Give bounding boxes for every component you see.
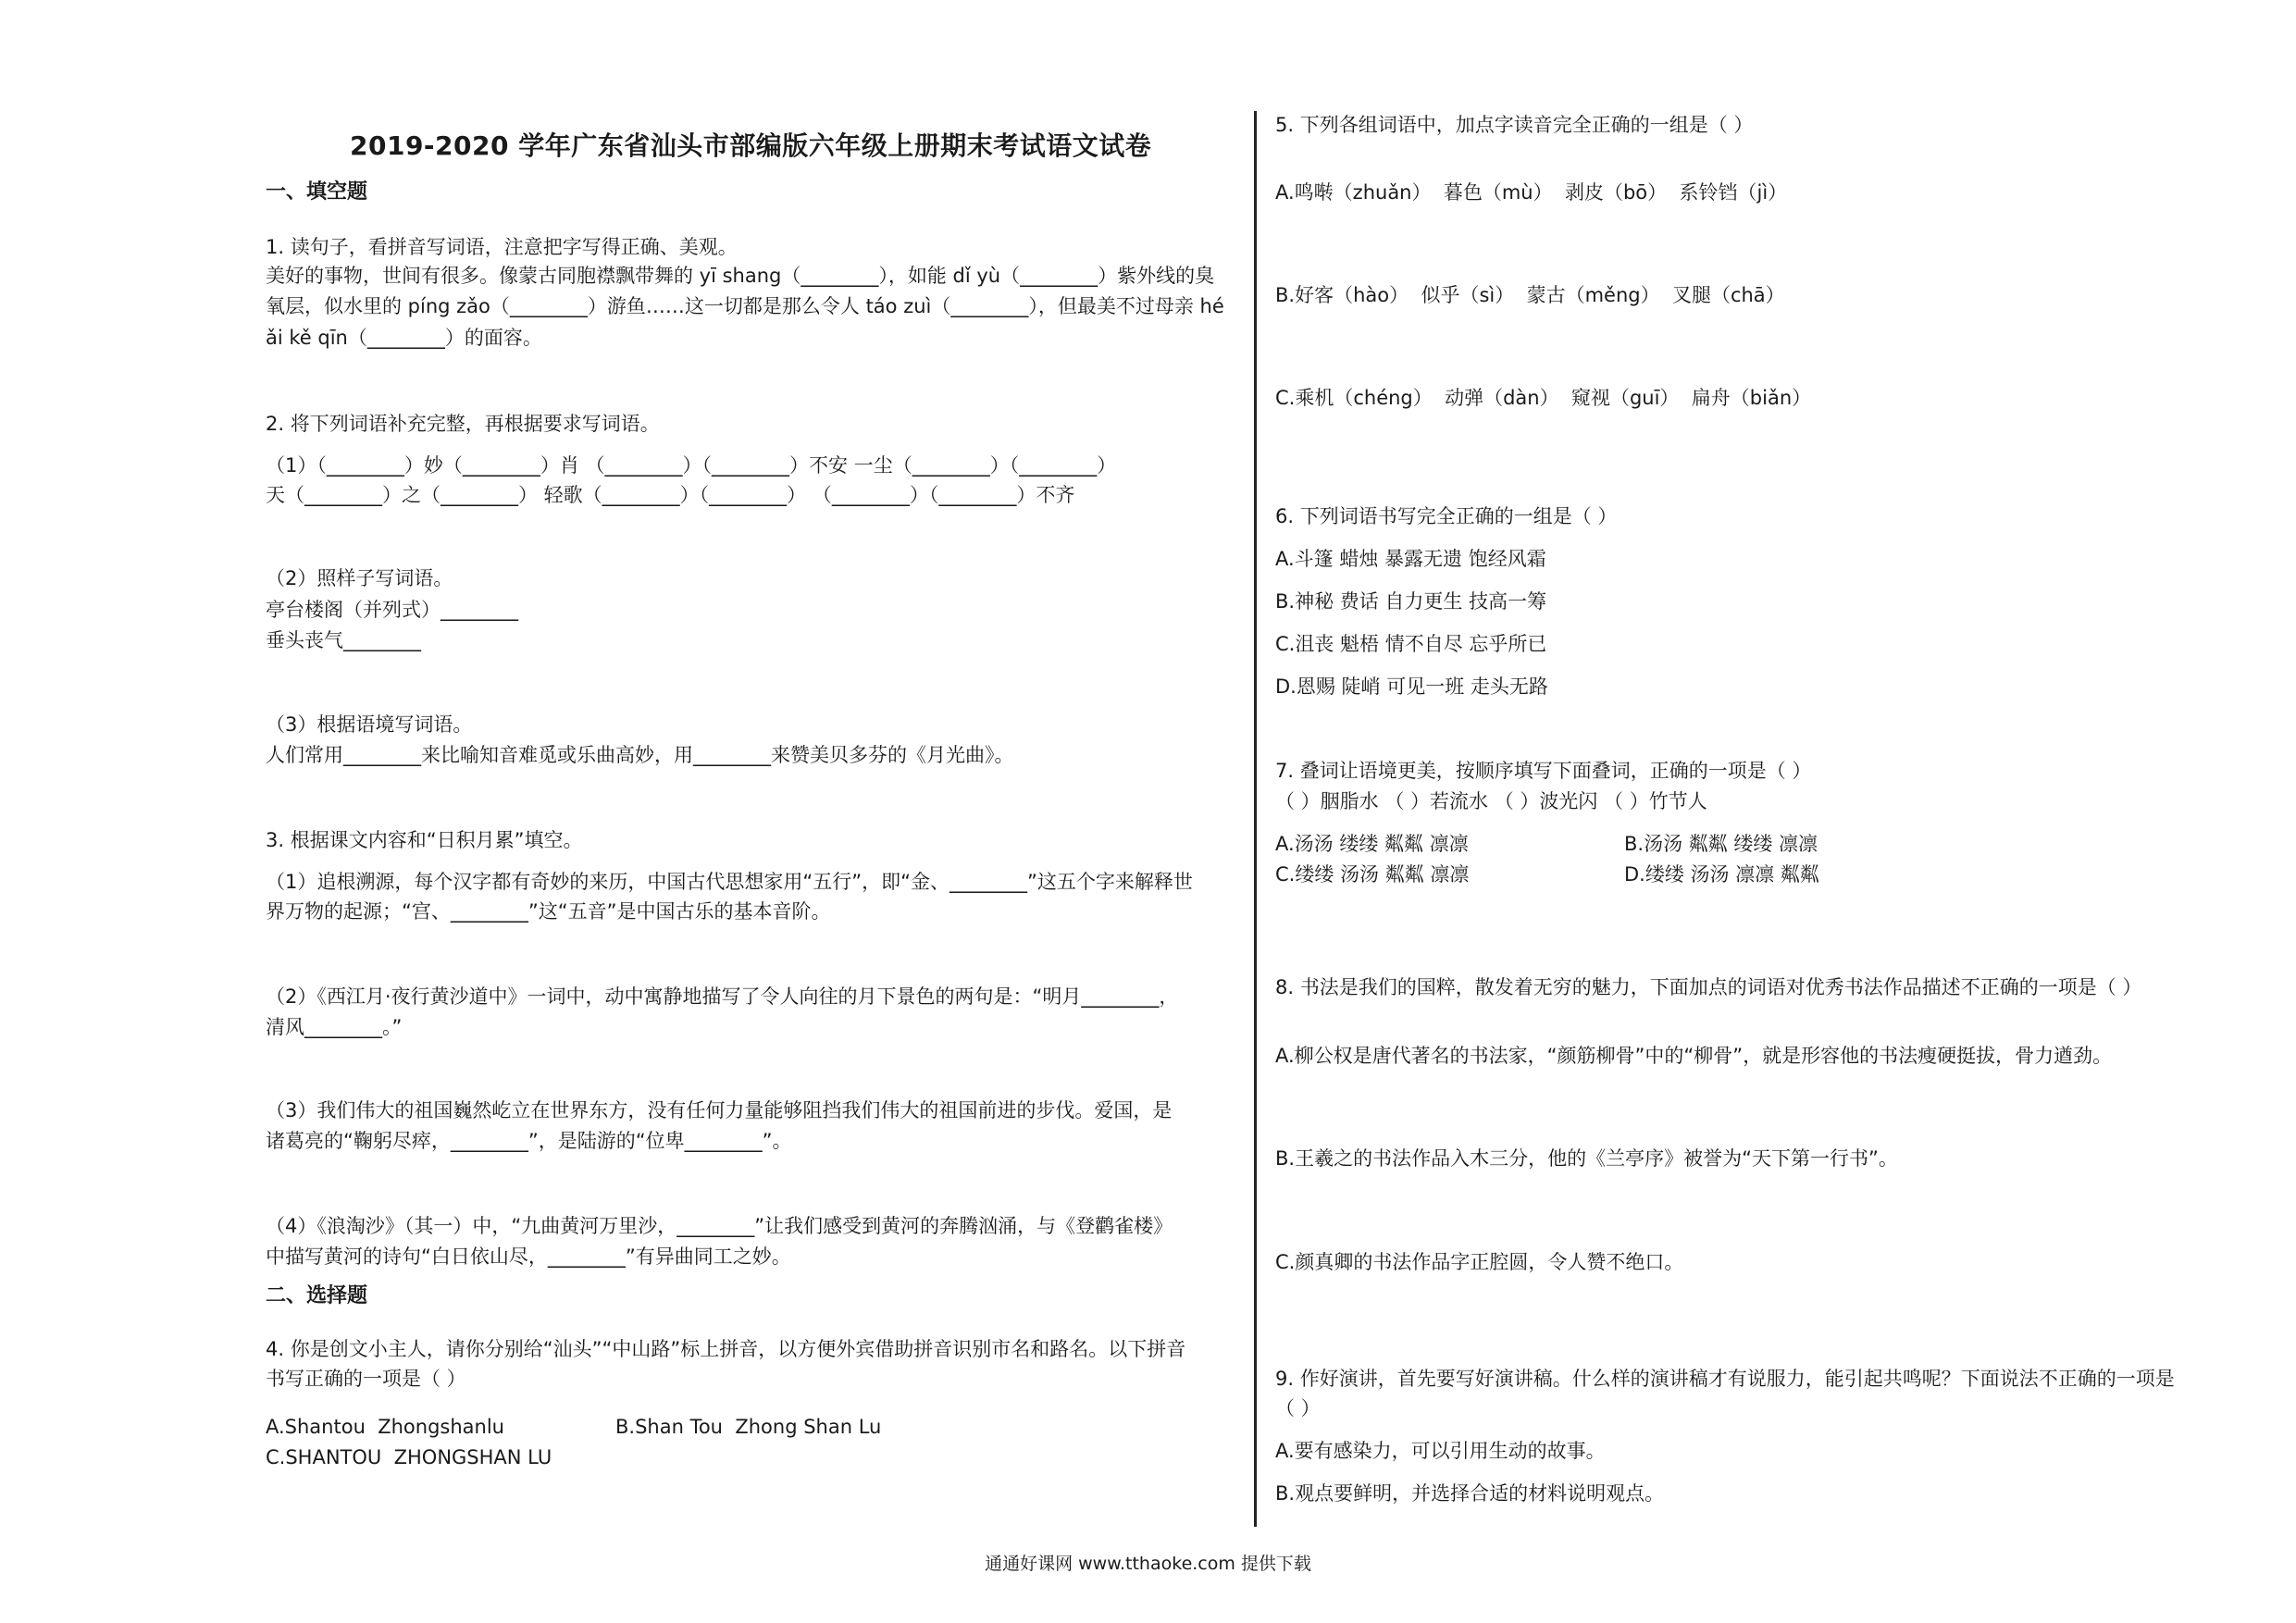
q5-option-a: A.鸣啭（zhuǎn） 暮色（mù） 剥皮（bō） 系铃铛（jì） bbox=[1275, 181, 1788, 204]
page-footer: 通通好课网 www.tthaoke.com 提供下载 bbox=[985, 1554, 1311, 1574]
q1-text-line: ǎi kě qīn（________）的面容。 bbox=[266, 327, 542, 349]
q2-stem: 2. 将下列词语补充完整，再根据要求写词语。 bbox=[266, 413, 660, 435]
exam-title: 2019-2020 学年广东省汕头市部编版六年级上册期末考试语文试卷 bbox=[350, 130, 1152, 161]
q9-stem: （ ） bbox=[1275, 1397, 1321, 1419]
q3-1-line: 界万物的起源；“宫、________”这“五音”是中国古乐的基本音阶。 bbox=[266, 900, 831, 923]
q7-option-a: A.汤汤 缕缕 粼粼 凛凛 bbox=[1275, 833, 1469, 855]
q8-option-b: B.王羲之的书法作品入木三分，他的《兰亭序》被誉为“天下第一行书”。 bbox=[1275, 1147, 1898, 1170]
q8-option-c: C.颜真卿的书法作品字正腔圆，令人赞不绝口。 bbox=[1275, 1251, 1684, 1273]
q3-2-line: （2）《西江月·夜行黄沙道中》一词中，动中寓静地描写了令人向往的月下景色的两句是：“明月________， bbox=[266, 985, 1179, 1008]
q4-option-c: C.SHANTOU ZHONGSHAN LU bbox=[266, 1446, 552, 1468]
q6-option-c: C.沮丧 魁梧 情不自尽 忘乎所已 bbox=[1275, 633, 1547, 655]
section-fill-blank: 一、填空题 bbox=[266, 180, 368, 204]
q9-option-a: A.要有感染力，可以引用生动的故事。 bbox=[1275, 1440, 1606, 1462]
q6-option-b: B.神秘 费话 自力更生 技高一筹 bbox=[1275, 590, 1547, 613]
q6-stem: 6. 下列词语书写完全正确的一组是（ ） bbox=[1275, 505, 1618, 527]
q9-stem: 9. 作好演讲，首先要写好演讲稿。什么样的演讲稿才有说服力，能引起共鸣呢？下面说法不正确的一项是 bbox=[1275, 1368, 2175, 1390]
q9-option-b: B.观点要鲜明，并选择合适的材料说明观点。 bbox=[1275, 1482, 1665, 1505]
q3-stem: 3. 根据课文内容和“日积月累”填空。 bbox=[266, 829, 583, 851]
q3-3-line: 诸葛亮的“鞠躬尽瘁，________”，是陆游的“位卑________”。 bbox=[266, 1130, 792, 1152]
q7-option-b: B.汤汤 粼粼 缕缕 凛凛 bbox=[1624, 833, 1818, 855]
q5-option-b: B.好客（hào） 似乎（sì） 蒙古（měng） 叉腿（chā） bbox=[1275, 284, 1785, 306]
q7-blanks: （ ）胭脂水 （ ）若流水 （ ）波光闪 （ ）竹节人 bbox=[1275, 790, 1707, 812]
q2-3-line: 人们常用________来比喻知音难觅或乐曲高妙，用________来赞美贝多芬的《月光曲》。 bbox=[266, 744, 1014, 766]
q4-stem: 4. 你是创文小主人，请你分别给“汕头”“中山路”标上拼音，以方便外宾借助拼音识别市名和路名。以下拼音 bbox=[266, 1338, 1186, 1360]
q2-2-stem: （2）照样子写词语。 bbox=[266, 567, 453, 589]
q2-2-line: 亭台楼阁（并列式）________ bbox=[266, 599, 518, 621]
q6-option-d: D.恩赐 陡峭 可见一班 走头无路 bbox=[1275, 675, 1548, 698]
q3-3-line: （3）我们伟大的祖国巍然屹立在世界东方，没有任何力量能够阻挡我们伟大的祖国前进的步伐。爱国，是 bbox=[266, 1099, 1173, 1121]
section-choice: 二、选择题 bbox=[266, 1284, 368, 1307]
q7-option-d: D.缕缕 汤汤 凛凛 粼粼 bbox=[1624, 863, 1819, 886]
q5-option-c: C.乘机（chéng） 动弹（dàn） 窥视（guī） 扁舟（biǎn） bbox=[1275, 387, 1812, 409]
q2-2-line: 垂头丧气________ bbox=[266, 629, 421, 651]
q1-stem: 1. 读句子，看拼音写词语，注意把字写得正确、美观。 bbox=[266, 236, 738, 258]
q4-option-b: B.Shan Tou Zhong Shan Lu bbox=[615, 1416, 882, 1438]
q3-4-line: 中描写黄河的诗句“白日依山尽，________”有异曲同工之妙。 bbox=[266, 1245, 791, 1268]
q3-4-line: （4）《浪淘沙》（其一）中，“九曲黄河万里沙，________”让我们感受到黄河的奔腾汹涌，与《登鹳雀楼》 bbox=[266, 1215, 1173, 1237]
q7-stem: 7. 叠词让语境更美，按顺序填写下面叠词，正确的一项是（ ） bbox=[1275, 760, 1812, 782]
q6-option-a: A.斗篷 蜡烛 暴露无遗 饱经风霜 bbox=[1275, 548, 1546, 570]
column-divider bbox=[1254, 111, 1257, 1527]
q2-1-line: 天（________）之（________） 轻歌（________）（________） （________）（________）不齐 bbox=[266, 484, 1075, 506]
q2-3-stem: （3）根据语境写词语。 bbox=[266, 713, 473, 736]
q7-option-c: C.缕缕 汤汤 粼粼 凛凛 bbox=[1275, 863, 1470, 886]
q5-stem: 5. 下列各组词语中，加点字读音完全正确的一组是（ ） bbox=[1275, 114, 1754, 136]
q3-1-line: （1）追根溯源，每个汉字都有奇妙的来历，中国古代思想家用“五行”，即“金、________”这五个字来解释世 bbox=[266, 871, 1193, 893]
q1-text-line: 氧层，似水里的 píng zǎo（________）游鱼……这一切都是那么令人 táo zuì（________），但最美不过母亲 hé bbox=[266, 295, 1224, 317]
q8-option-a: A.柳公权是唐代著名的书法家，“颜筋柳骨”中的“柳骨”，就是形容他的书法瘦硬挺拔，骨力遒劲。 bbox=[1275, 1045, 2113, 1067]
q3-2-line: 清风________。” bbox=[266, 1016, 403, 1038]
q4-stem: 书写正确的一项是（ ） bbox=[266, 1368, 466, 1390]
q1-text-line: 美好的事物，世间有很多。像蒙古同胞襟飘带舞的 yī shang（________），如能 dǐ yù（________）紫外线的臭 bbox=[266, 265, 1215, 287]
q4-option-a: A.Shantou Zhongshanlu bbox=[266, 1416, 504, 1438]
q2-1-line: （1）（________）妙（________）肖 （________）（________）不安 一尘（________）（________） bbox=[266, 454, 1117, 477]
q8-stem: 8. 书法是我们的国粹，散发着无穷的魅力，下面加点的词语对优秀书法作品描述不正确的一项是（ ） bbox=[1275, 976, 2142, 998]
